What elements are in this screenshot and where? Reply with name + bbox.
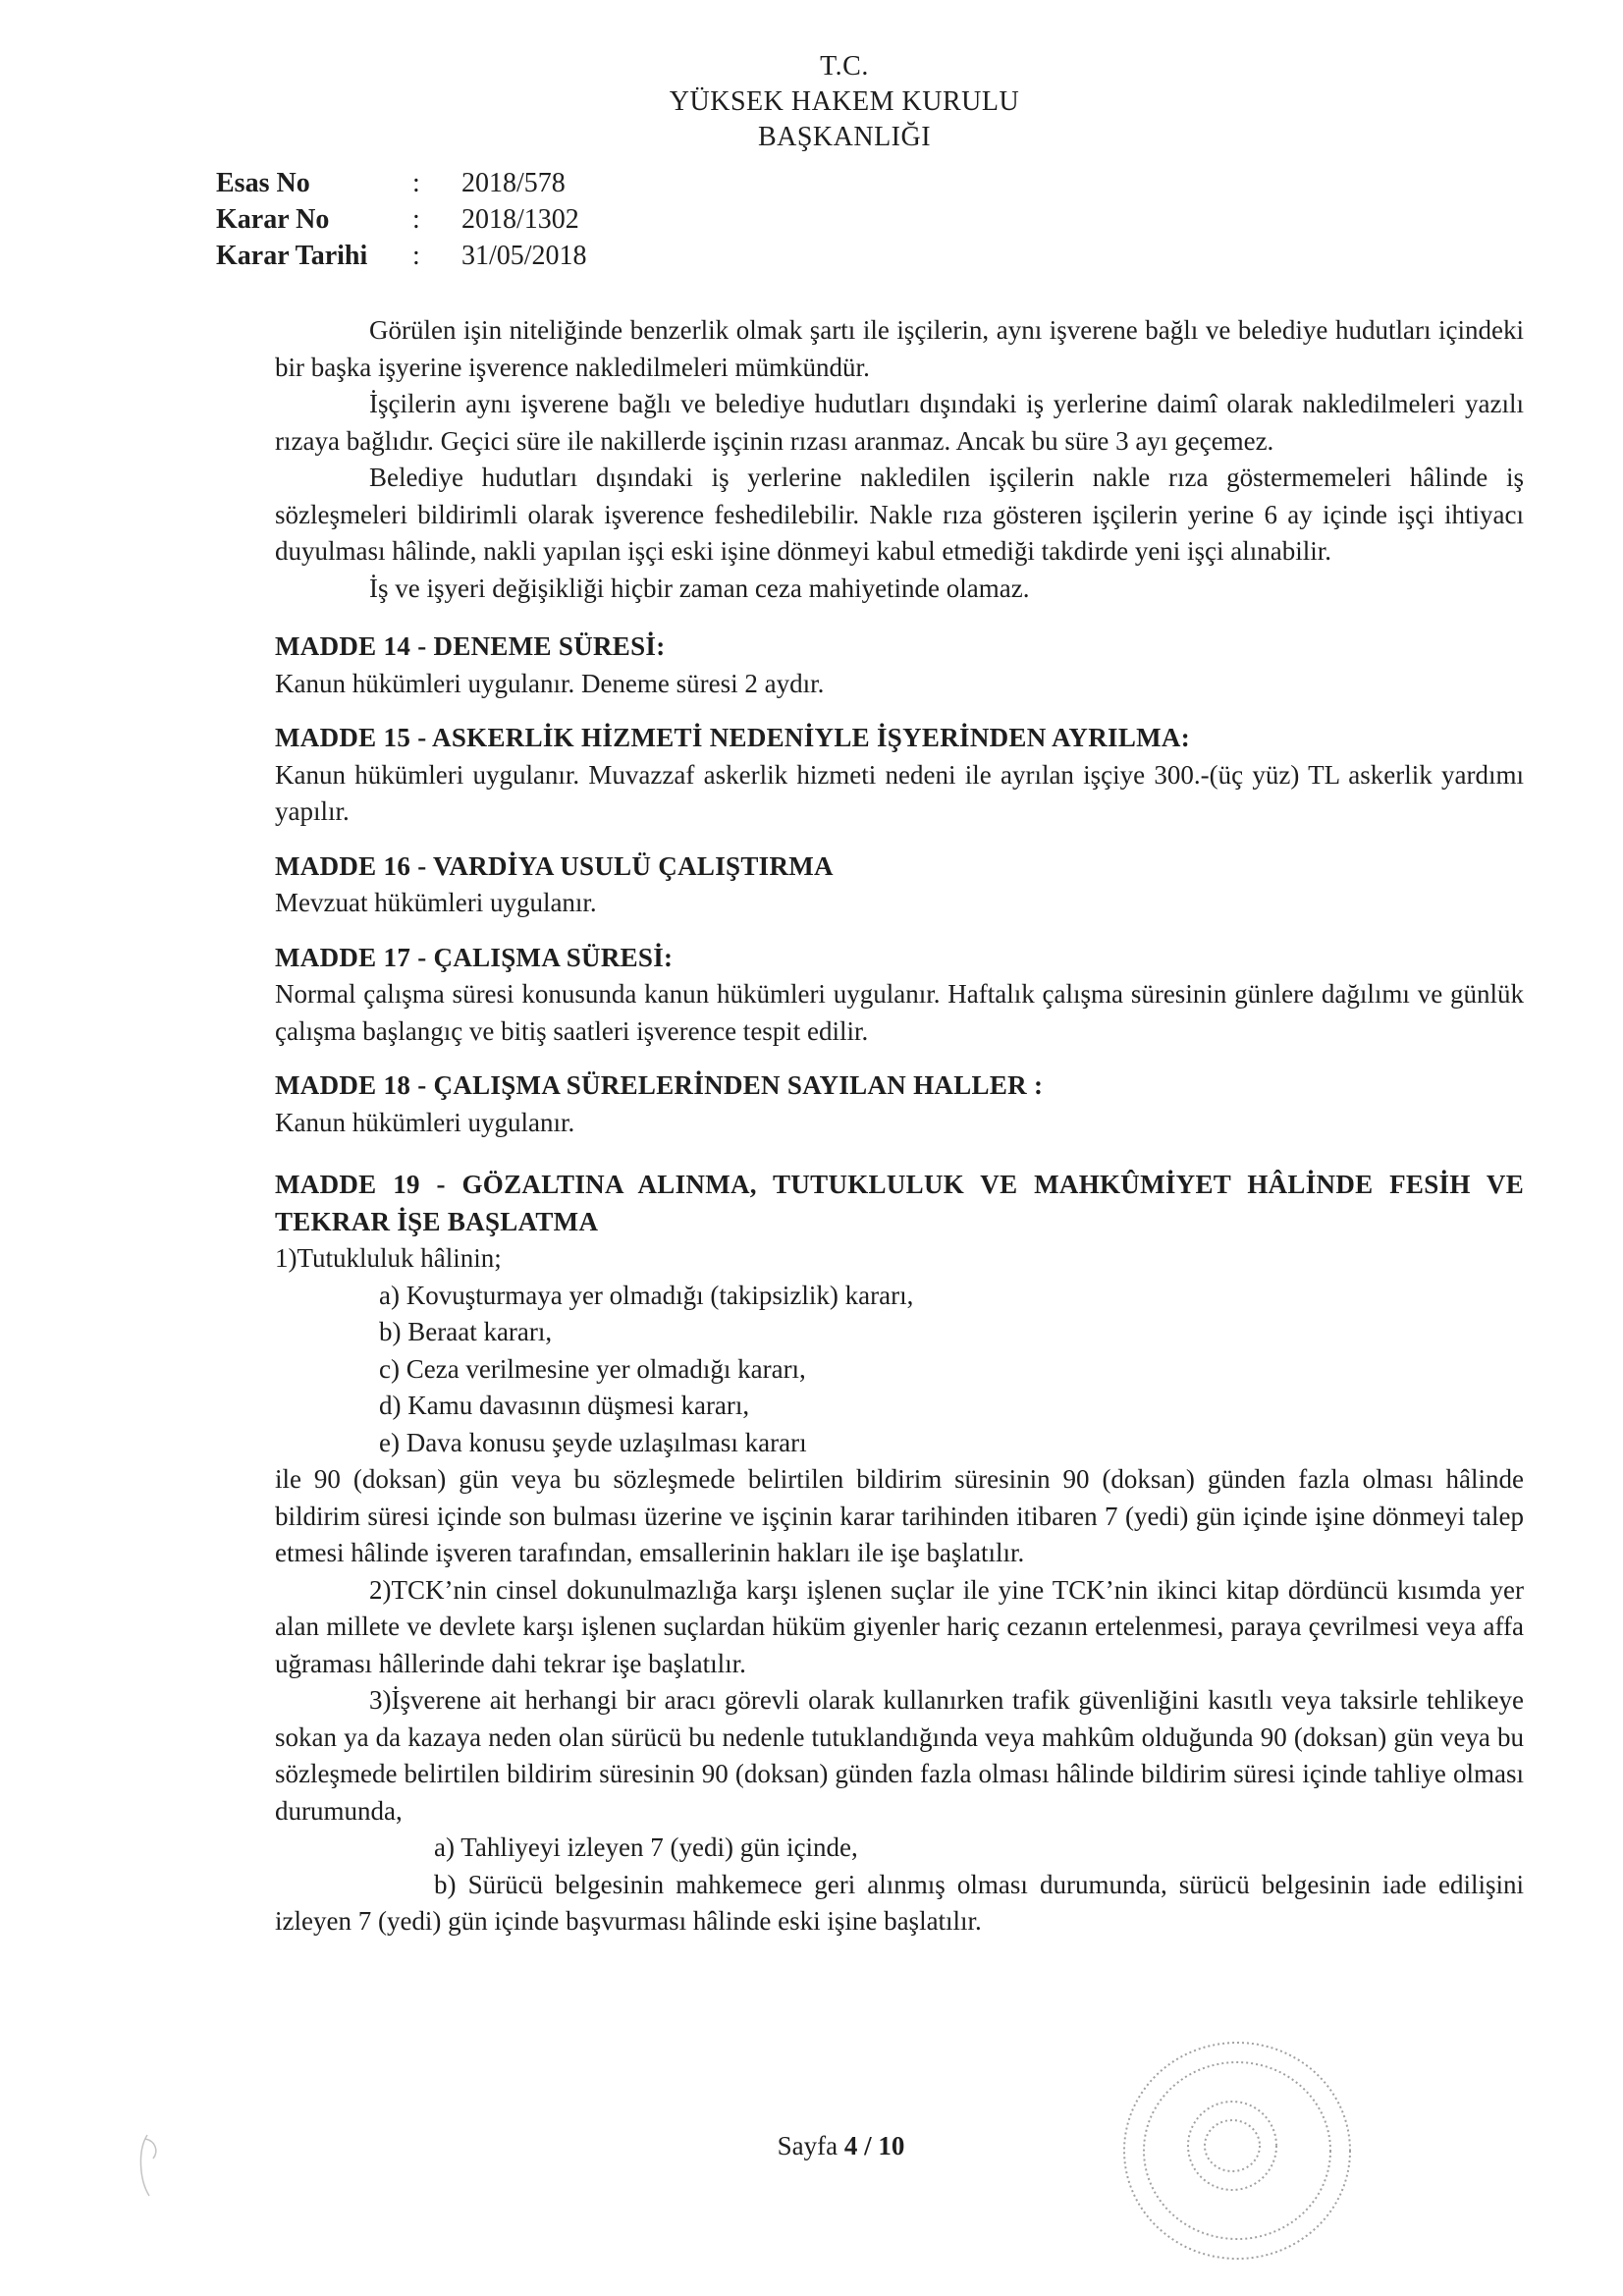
intro-paragraph-3: Belediye hudutları dışındaki iş yerlerine nakledilen işçilerin nakle rıza göstermemeleri hâlinde iş sözleşmeleri bildirimli olarak işverence feshedilebilir. Nakle rıza gösteren işçilerin yerine 6 ay içinde işçi ihtiyacı duyulması hâlinde, nakli yapılan işçi eski işine dönmeyi kabul etmediği takdirde yeni işçi alınabilir. <box>275 463 1524 566</box>
intro-paragraph-1: Görülen işin niteliğinde benzerlik olmak şartı ile işçilerin, aynı işverene bağlı ve belediye hudutları içindeki bir başka işyerine işverence nakledilmeleri mümkündür. <box>275 315 1524 382</box>
article-18 <box>275 1067 1524 1141</box>
intro-paragraph-2: İşçilerin aynı işverene bağlı ve belediye hudutları dışındaki iş yerlerine daimî olarak nakledilmeleri yazılı rızaya bağlıdır. Geçici süre ile nakillerde işçinin rızası aranmaz. Ancak bu süre 3 ayı geçemez. <box>275 389 1524 456</box>
article-16 <box>275 848 1524 922</box>
article-19-section-1-tail: ile 90 (doksan) gün veya bu sözleşmede belirtilen bildirim süresinin 90 (doksan) günden fazla olması hâlinde bildirim süresi içinde son bulması üzerine ve işçinin karar tarihinden itibaren 7 (yedi) gün içinde işine dönmeyi talep etmesi hâlinde işveren tarafından, emsallerinin hakları ile işe başlatılır. <box>275 1464 1524 1567</box>
article-19-item-e: e) Dava konusu şeyde uzlaşılması kararı <box>379 1427 807 1457</box>
meta-value: 31/05/2018 <box>461 241 587 271</box>
page-footer <box>0 2131 1623 2161</box>
article-15-text: Kanun hükümleri uygulanır. Muvazzaf askerlik hizmeti nedeni ile ayrılan işçiye 300.-(üç yüz) TL askerlik yardımı yapılır. <box>275 759 1524 826</box>
meta-value: 2018/1302 <box>461 204 579 235</box>
meta-row-esas <box>216 165 587 201</box>
meta-label: Karar No <box>216 204 330 235</box>
meta-colon: : <box>412 241 420 271</box>
document-body <box>275 312 1524 1941</box>
meta-value: 2018/578 <box>461 168 566 198</box>
article-14-title: MADDE 14 - DENEME SÜRESİ: <box>275 631 666 661</box>
intro-paragraph-4: İş ve işyeri değişikliği hiçbir zaman ceza mahiyetinde olamaz. <box>369 573 1030 603</box>
meta-label: Esas No <box>216 168 310 198</box>
header-tc: T.C. <box>820 51 869 82</box>
article-19-item-b: b) Beraat kararı, <box>379 1317 553 1346</box>
article-15 <box>275 720 1524 831</box>
article-18-title: MADDE 18 - ÇALIŞMA SÜRELERİNDEN SAYILAN HALLER : <box>275 1070 1044 1100</box>
meta-row-karar-no <box>216 201 587 238</box>
page-label: Sayfa <box>777 2131 839 2160</box>
meta-label: Karar Tarihi <box>216 241 368 271</box>
article-16-title: MADDE 16 - VARDİYA USULÜ ÇALIŞTIRMA <box>275 850 834 881</box>
article-18-text: Kanun hükümleri uygulanır. <box>275 1107 575 1137</box>
article-19-section-3-item-a: a) Tahliyeyi izleyen 7 (yedi) gün içinde, <box>434 1832 858 1862</box>
article-19-item-d: d) Kamu davasının düşmesi kararı, <box>379 1391 750 1420</box>
article-19-item-a: a) Kovuşturmaya yer olmadığı (takipsizlik) kararı, <box>379 1280 914 1310</box>
article-19 <box>275 1167 1524 1941</box>
document-header <box>589 49 1100 155</box>
article-19-section-1-lead: 1)Tutukluluk hâlinin; <box>275 1243 502 1273</box>
article-17 <box>275 940 1524 1051</box>
header-institution: YÜKSEK HAKEM KURULU <box>669 86 1020 117</box>
page-number: 4 / 10 <box>843 2131 905 2160</box>
handwritten-mark-icon <box>135 2131 175 2200</box>
meta-colon: : <box>412 204 420 235</box>
article-15-title: MADDE 15 - ASKERLİK HİZMETİ NEDENİYLE İŞYERİNDEN AYRILMA: <box>275 723 1191 752</box>
case-metadata <box>216 165 587 274</box>
header-presidency: BAŞKANLIĞI <box>757 122 932 152</box>
meta-colon: : <box>412 168 420 198</box>
article-19-section-3-item-b: b) Sürücü belgesinin mahkemece geri alınmış olması durumunda, sürücü belgesinin iade edilişini izleyen 7 (yedi) gün içinde başvurması hâlinde eski işine başlatılır. <box>275 1869 1524 1936</box>
article-19-title: MADDE 19 - GÖZALTINA ALINMA, TUTUKLULUK VE MAHKÛMİYET HÂLİNDE FESİH VE TEKRAR İŞE BAŞLATMA <box>275 1170 1524 1236</box>
article-14-text: Kanun hükümleri uygulanır. Deneme süresi 2 aydır. <box>275 668 825 698</box>
article-19-section-2: 2)TCK’nin cinsel dokunulmazlığa karşı işlenen suçlar ile yine TCK’nin ikinci kitap dördüncü kısımda yer alan millete ve devlete karşı işlenen suçlardan hüküm giyenler hariç cezanın ertelenmesi, paraya çevrilmesi veya affa uğraması hâllerinde dahi tekrar işe başlatılır. <box>275 1574 1524 1678</box>
article-19-item-c: c) Ceza verilmesine yer olmadığı kararı, <box>379 1353 806 1384</box>
article-17-title: MADDE 17 - ÇALIŞMA SÜRESİ: <box>275 942 674 972</box>
meta-row-karar-tarihi <box>216 238 587 274</box>
article-16-text: Mevzuat hükümleri uygulanır. <box>275 888 597 917</box>
article-19-section-3: 3)İşverene ait herhangi bir aracı görevli olarak kullanırken trafik güvenliğini kasıtlı veya taksirle tehlikeye sokan ya da kazaya neden olan sürücü bu nedenle tutuklandığında veya mahkûm olduğunda 90 (doksan) gün veya bu sözleşmede belirtilen bildirim süresinin 90 (doksan) günden fazla olması hâlinde bildirim süresi içinde tahliye olması durumunda, <box>275 1685 1524 1826</box>
article-14 <box>275 629 1524 702</box>
article-17-text: Normal çalışma süresi konusunda kanun hükümleri uygulanır. Haftalık çalışma süresinin günlere dağılımı ve günlük çalışma başlangıç ve bitiş saatleri işverence tespit edilir. <box>275 979 1524 1046</box>
